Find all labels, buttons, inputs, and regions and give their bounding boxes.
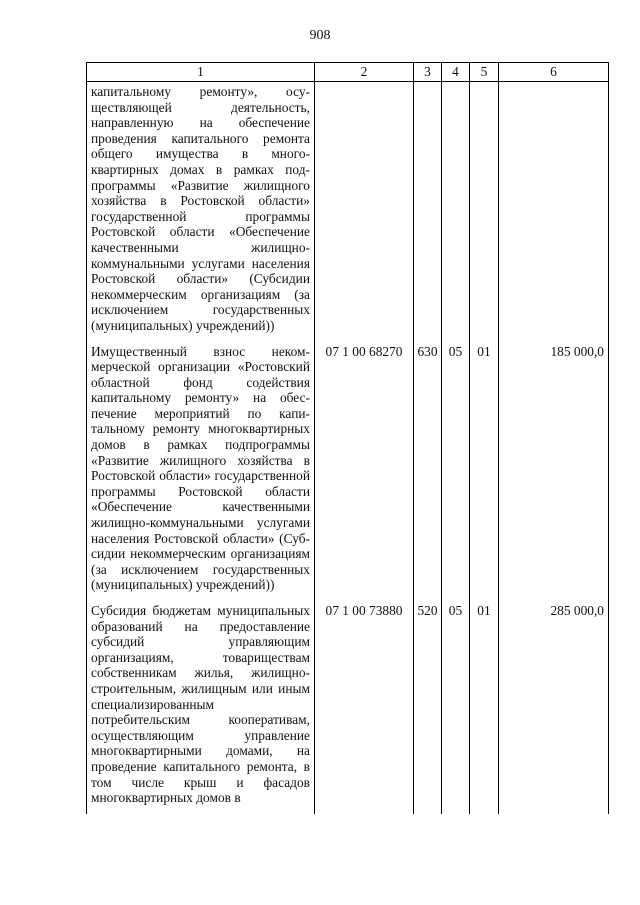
column-header: 3 (414, 63, 442, 82)
row-subsection (470, 82, 499, 342)
row-section (442, 82, 470, 342)
column-header: 4 (442, 63, 470, 82)
row-subsection: 01 (470, 342, 499, 602)
row-target-code (315, 82, 414, 342)
row-amount: 185 000,0 (499, 342, 609, 602)
row-expense-type (414, 82, 442, 342)
page-number: 908 (309, 28, 331, 43)
row-section: 05 (442, 342, 470, 602)
row-amount (499, 82, 609, 342)
row-description: Субсидия бюджетам муниципальных образований на предоставление субсидий управляющим организациям, товариществам собственникам жилья, жилищно-строительным, жилищным или иным специализированным потребительским кооперативам, осуществляющим управление многоквартирными домами, на проведение капитального ремонта, в том числе крыш и фасадов многоквартирных домов в (87, 601, 315, 814)
row-section: 05 (442, 601, 470, 814)
budget-table (86, 62, 609, 814)
table-header-row (87, 63, 609, 82)
column-header: 2 (315, 63, 414, 82)
row-expense-type: 520 (414, 601, 442, 814)
table-row (87, 342, 609, 602)
table-row (87, 601, 609, 814)
row-target-code: 07 1 00 68270 (315, 342, 414, 602)
column-header: 5 (470, 63, 499, 82)
column-header: 1 (87, 63, 315, 82)
row-amount: 285 000,0 (499, 601, 609, 814)
column-header: 6 (499, 63, 609, 82)
row-expense-type: 630 (414, 342, 442, 602)
row-description: Имущественный взнос некоммерческой организации «Ростовский областной фонд содействия капитальному ремонту» на обеспечение мероприятий по капитальному ремонту многоквартирных домов в рамках подпрограммы «Развитие жилищного хозяйства в Ростовской области» государственной программы Ростовской области «Обеспечение качественными жилищно-коммунальными услугами населения Ростовской области» (Субсидии некоммерческим организациям (за исключением государственных (муниципальных) учреждений)) (87, 342, 315, 602)
table-row (87, 82, 609, 342)
row-subsection: 01 (470, 601, 499, 814)
row-description: капитальному ремонту», осуществляющей деятельность, направленную на обеспечение проведения капитального ремонта общего имущества в многоквартирных домах в рамках подпрограммы «Развитие жилищного хозяйства в Ростовской области» государственной программы Ростовской области «Обеспечение качественными жилищно-коммунальными услугами населения Ростовской области» (Субсидии некоммерческим организациям (за исключением государственных (муниципальных) учреждений)) (87, 82, 315, 342)
row-target-code: 07 1 00 73880 (315, 601, 414, 814)
